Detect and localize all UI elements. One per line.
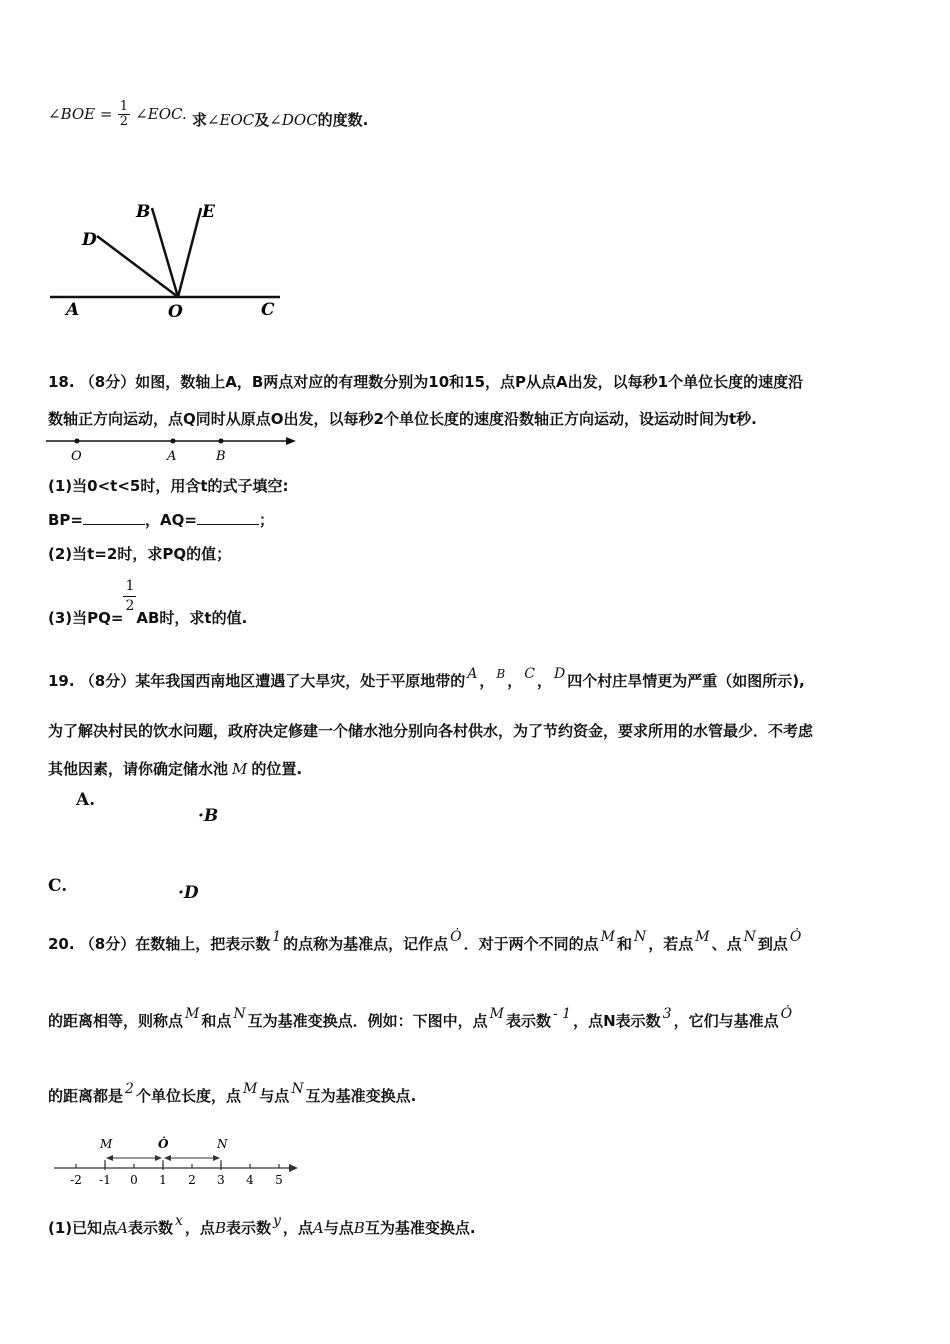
- q18-aq-blank[interactable]: [197, 510, 259, 525]
- q18-aq-label: ，AQ=: [145, 511, 197, 529]
- q20-l2-a: 的距离相等，则称点: [48, 1012, 184, 1030]
- q19-sep1: ，: [479, 672, 495, 690]
- q20-l3-two: 2: [125, 1081, 134, 1097]
- q18-part3-b: AB时，求t的值.: [136, 609, 248, 627]
- q19-fig-a: A.: [76, 790, 96, 810]
- q20-l1-d: 和: [617, 935, 633, 953]
- q20-tick-label-2: 2: [188, 1173, 196, 1187]
- q17-label-o: O: [168, 302, 183, 322]
- q20-tick-label-5: 5: [275, 1173, 283, 1187]
- q17-ray-oe: [178, 208, 201, 297]
- q20-l1-g: 到点: [757, 935, 788, 953]
- q20-label-n: N: [217, 1137, 228, 1151]
- q18-label-b: B: [216, 449, 226, 464]
- q18-number-line: [40, 432, 300, 464]
- q20-tick-label-0: 0: [130, 1173, 138, 1187]
- q18-axis-arrow: [286, 437, 296, 445]
- q20-l1-o: Ȯ: [450, 929, 462, 945]
- q20-l2-neg1: - 1: [553, 1006, 572, 1022]
- q17-ask-c: 的度数.: [317, 111, 369, 129]
- q17-ray-od: [97, 236, 178, 297]
- q18-bp-label: BP=: [48, 511, 83, 529]
- q20-l2-n: N: [233, 1006, 246, 1022]
- q18-part2: (2)当t=2时，求PQ的值；: [48, 545, 232, 563]
- q20-p1-c: ，点: [184, 1219, 215, 1237]
- q20-stem-line1: [48, 929, 803, 954]
- q20-p1-f: 与点: [323, 1219, 354, 1237]
- q20-p1-a: (1)已知点: [48, 1219, 118, 1237]
- q17-question: [192, 111, 368, 129]
- q20-l1-o2: Ȯ: [789, 929, 802, 945]
- q19-village-a: A: [467, 666, 478, 682]
- q20-l1-m2: M: [695, 929, 710, 945]
- q19-suffix: 四个村庄旱情更为严重（如图所示),: [567, 672, 805, 690]
- q20-tick-label--2: -2: [70, 1173, 82, 1187]
- q20-on-arrow-left: [164, 1155, 171, 1161]
- q20-mo-arrow-left: [106, 1155, 113, 1161]
- q18-part3: [48, 577, 248, 627]
- q20-l3-a: 的距离都是: [48, 1087, 124, 1105]
- q19-village-b: B: [496, 667, 506, 681]
- q18-stem-line2: 数轴正方向运动，点Q同时从原点O出发，以每秒2个单位长度的速度沿数轴正方向运动，设运动时间为t秒.: [48, 410, 757, 428]
- q20-l1-f: 、点: [711, 935, 742, 953]
- q20-p1-point-b2: B: [353, 1219, 365, 1237]
- q18-blank-end: ；: [258, 511, 274, 529]
- q20-tick-label-3: 3: [217, 1173, 225, 1187]
- q20-mo-arrow-right: [155, 1155, 162, 1161]
- q19-line3-b: 的位置.: [251, 760, 303, 778]
- q20-l1-one: 1: [272, 929, 282, 945]
- q19-sep3: ，: [536, 672, 552, 690]
- q20-l3-d: 互为基准变换点.: [305, 1087, 417, 1105]
- q20-l3-n: N: [291, 1081, 304, 1097]
- q19-prefix: 19. （8分）某年我国西南地区遭遇了大旱灾，处于平原地带的: [48, 672, 466, 690]
- q20-tick-label--1: -1: [99, 1173, 111, 1187]
- q18-bp-blank[interactable]: [83, 510, 145, 525]
- q20-part1: [48, 1213, 476, 1238]
- q19-sep2: ，: [507, 672, 523, 690]
- q20-p1-y: y: [272, 1213, 281, 1229]
- q20-p1-d: 表示数: [225, 1219, 271, 1237]
- q18-part3-fraction: [123, 577, 136, 616]
- q17-ask-a: 求: [191, 111, 207, 129]
- q20-l2-m2: M: [489, 1006, 504, 1022]
- q18-label-o: O: [71, 449, 82, 464]
- q20-label-m: M: [100, 1137, 113, 1151]
- q20-l2-c: 互为基准变换点．例如：下图中，点: [247, 1012, 488, 1030]
- q20-stem-line3: [48, 1081, 417, 1106]
- q17-angle-figure: [40, 190, 300, 330]
- q18-part3-a: (3)当PQ=: [48, 609, 124, 627]
- q20-p1-b: 表示数: [128, 1219, 174, 1237]
- q18-point-b: [219, 439, 224, 444]
- q18-point-o: [75, 439, 80, 444]
- q17-ray-ob: [152, 208, 178, 297]
- q17-frac-num: 1: [119, 99, 128, 114]
- q20-l1-n2: N: [743, 929, 756, 945]
- q20-on-arrow-right: [213, 1155, 220, 1161]
- q17-ask-b: 及: [254, 111, 270, 129]
- q19-fig-b: ·B: [198, 806, 219, 826]
- q17-eq-lhs: ∠BOE =: [48, 105, 113, 123]
- q18-point-a: [171, 439, 176, 444]
- q20-tick-label-4: 4: [246, 1173, 254, 1187]
- q17-fraction: [118, 100, 130, 129]
- q20-p1-x: x: [175, 1213, 183, 1229]
- q17-frac-den: 2: [119, 114, 128, 129]
- q19-stem-line3: [48, 758, 302, 779]
- q20-l2-b: 和点: [201, 1012, 232, 1030]
- q17-condition-line: [48, 100, 368, 129]
- q20-l1-b: 的点称为基准点，记作点: [283, 935, 449, 953]
- q20-p1-g: 互为基准变换点.: [364, 1219, 476, 1237]
- q20-l2-e: ，点N表示数: [573, 1012, 661, 1030]
- q20-l3-b: 个单位长度，点: [135, 1087, 241, 1105]
- q19-stem-line2: 为了解决村民的饮水问题，政府决定修建一个储水池分别向各村供水，为了节约资金，要求所用的水管最少．不考虑: [48, 722, 814, 740]
- q17-angle-eoc: ∠EOC: [206, 111, 255, 129]
- q17-label-b: B: [136, 202, 151, 222]
- q17-label-c: C: [261, 300, 275, 320]
- q20-l1-n: N: [634, 929, 647, 945]
- q18-part1: (1)当0<t<5时，用含t的式子填空:: [48, 477, 289, 495]
- q18-part3-den: 2: [125, 598, 135, 614]
- q19-stem-line1: [48, 666, 805, 691]
- q19-fig-c: C.: [48, 876, 68, 896]
- q19-line3-a: 其他因素，请你确定储水池: [48, 760, 229, 778]
- q18-label-a: A: [167, 449, 177, 464]
- q18-blanks-line: [48, 509, 274, 530]
- q20-l3-m: M: [242, 1081, 258, 1097]
- q20-p1-e: ，点: [282, 1219, 313, 1237]
- q17-label-e: E: [202, 202, 215, 222]
- q20-l2-o: Ȯ: [780, 1006, 793, 1022]
- q20-l2-d: 表示数: [505, 1012, 551, 1030]
- q17-eq-rhs: ∠EOC.: [135, 105, 187, 123]
- q20-stem-line2: [48, 1006, 794, 1031]
- q19-village-c: C: [524, 666, 535, 682]
- q20-label-o: Ȯ: [158, 1137, 169, 1151]
- q17-label-a: A: [66, 300, 80, 320]
- q20-number-line: [50, 1132, 310, 1192]
- q20-p1-point-a: A: [117, 1219, 128, 1237]
- q20-tick-label-1: 1: [159, 1173, 167, 1187]
- q18-part3-num: 1: [123, 577, 136, 597]
- q20-l2-m: M: [185, 1006, 200, 1022]
- q20-p1-point-b: B: [214, 1219, 226, 1237]
- q20-p1-point-a2: A: [312, 1219, 324, 1237]
- q20-l2-f: ，它们与基准点: [673, 1012, 779, 1030]
- q17-label-d: D: [82, 230, 97, 250]
- q17-angle-doc: ∠DOC: [269, 111, 318, 129]
- q19-reservoir-m: M: [232, 760, 248, 778]
- q20-l3-c: 与点: [259, 1087, 290, 1105]
- q18-stem-line1: 18. （8分）如图，数轴上A，B两点对应的有理数分别为10和15，点P从点A出发，以每秒1个单位长度的速度沿: [48, 373, 804, 391]
- q20-axis-arrow: [289, 1164, 298, 1172]
- q20-l1-c: ．对于两个不同的点: [463, 935, 599, 953]
- q19-village-d: D: [553, 666, 566, 682]
- q19-fig-d: ·D: [178, 883, 199, 903]
- q20-l1-e: ，若点: [648, 935, 694, 953]
- q20-l1-m: M: [600, 929, 616, 945]
- q20-l1-a: 20. （8分）在数轴上，把表示数: [48, 935, 271, 953]
- q20-l2-three: 3: [662, 1006, 672, 1022]
